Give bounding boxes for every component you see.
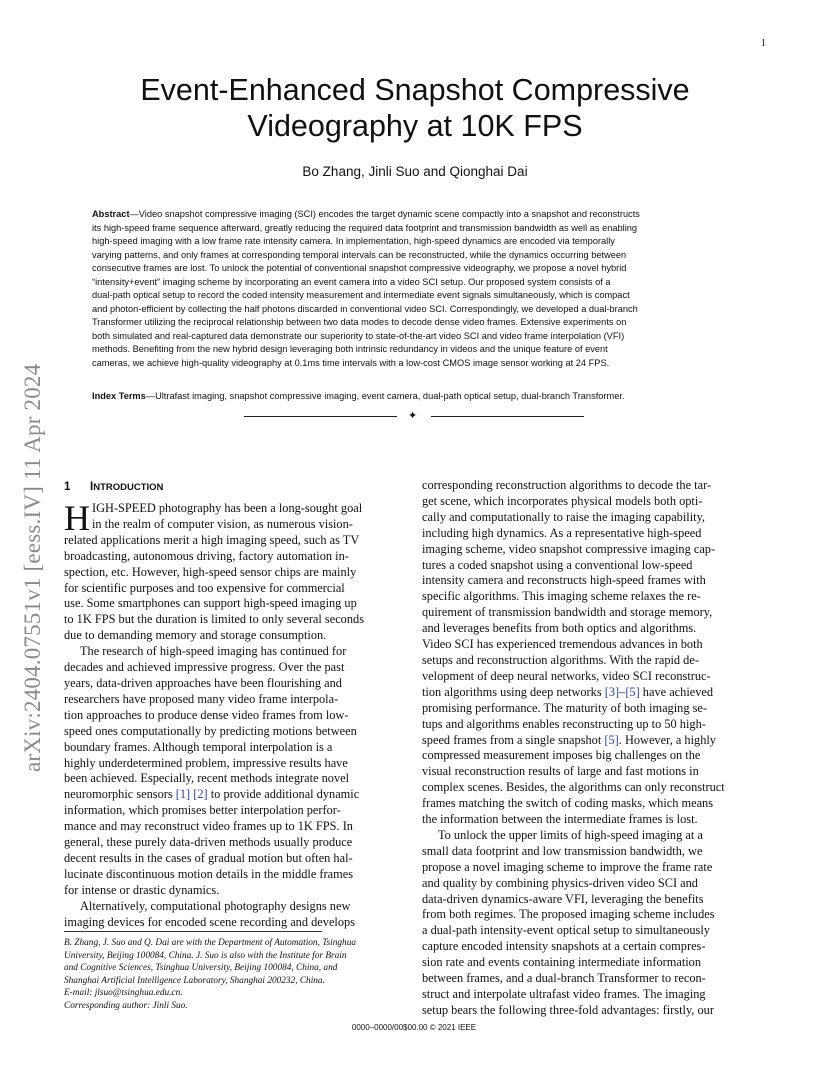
text-line: for intense or drastic dynamics. (64, 882, 220, 897)
citation-link-1[interactable]: [1] (175, 787, 191, 802)
text-line: IGH-SPEED photography has been a long-sought goal (92, 501, 363, 515)
abstract-label: Abstract (92, 209, 130, 219)
text-line: sion rate and events containing intermediate information (422, 955, 702, 970)
author-affiliation-footnote (64, 937, 406, 1012)
text-line: spection, etc. However, high-speed sensor chips are mainly (64, 564, 357, 579)
abstract-line: cameras, we achieve high-quality videography at 0.1ms time intervals with a low-cost CMOS image sensor working at 24 FPS. (92, 358, 610, 369)
title-line-1: Event-Enhanced Snapshot Compressive (140, 73, 690, 107)
separator-rule-left (244, 416, 397, 417)
title-line-2: Videography at 10K FPS (247, 109, 583, 143)
text-line: speed frames from a single snapshot [5]. However, a highly (422, 732, 716, 747)
text-line: The research of high-speed imaging has continued for (80, 644, 347, 659)
text-line: related applications merit a high imaging speed, such as TV (64, 532, 360, 547)
text-line: to 1K FPS but the duration is limited to only several seconds (64, 612, 364, 627)
text-line: corresponding reconstruction algorithms to decode the tar- (422, 478, 712, 492)
text-line: in the realm of computer vision, as numerous vision- (92, 516, 353, 531)
text-line: use. Some smartphones can support high-speed imaging up (64, 596, 357, 611)
abstract-line: its high-speed frame sequence afterward, greatly reducing the required data footprint and transmission bandwidth as well as enabling (92, 222, 638, 233)
text-line: small data footprint and low transmission bandwidth, we (422, 843, 703, 858)
abstract-line: dual-path optical setup to record the coded intensity measurement and intermediate event signals simultaneously, which is compact (92, 290, 630, 301)
arxiv-identifier-stamp: arXiv:2404.07551v1 [eess.IV] 11 Apr 2024 (20, 363, 45, 772)
text-line: speed ones computationally by predicting motions between (64, 723, 357, 738)
text-line: boundary frames. Although temporal interpolation is a (64, 739, 333, 754)
abstract-line: Transformer utilizing the reciprocal relationship between two data modes to decode dense video frames. Extensive experiments on (92, 317, 627, 328)
index-terms-label: Index Terms (92, 391, 146, 401)
text-line: visual reconstruction results of large and fast motions in (422, 764, 699, 779)
text-line: cally and computationally to raise the imaging capability, (422, 509, 706, 524)
text-line: quirement of transmission bandwidth and storage memory, (422, 605, 713, 620)
abstract-line: both simulated and real-captured data demonstrate our superiority to state-of-the-art video SCI and video frame interpolation (VFI) (92, 330, 625, 341)
index-terms-text: —Ultrafast imaging, snapshot compressive imaging, event camera, dual-path optical setup, dual-branch Transformer. (145, 391, 625, 401)
intro-paragraph-3 (64, 899, 406, 931)
text-line: and quality by combining physics-driven video SCI and (422, 875, 698, 890)
text-line: information, which promises better interpolation perfor- (64, 803, 341, 818)
text-line: setup bears the following three-fold advantages: firstly, our (422, 1002, 714, 1017)
text-line: decades and achieved impressive progress. Over the past (64, 660, 345, 675)
abstract-line: high-speed imaging with a low frame rate intensity camera. In implementation, high-speed dynamics are encoded via temporally (92, 236, 615, 247)
intro-paragraph-2 (64, 644, 406, 899)
text-line: complex scenes. Besides, the algorithms can only reconstruct (422, 780, 725, 795)
intro-paragraph-4 (422, 828, 764, 1019)
text-line: promising performance. The maturity of both imaging se- (422, 700, 707, 715)
text-line: general, these purely data-driven methods usually produce (64, 835, 353, 850)
text-line: decent results in the cases of gradual motion but often hal- (64, 850, 353, 865)
text-line: the information between the intermediate frames is lost. (422, 812, 698, 827)
text-line: years, data-driven approaches have been flourishing and (64, 675, 342, 690)
intro-paragraph-3-continued (422, 478, 764, 828)
text-line: compressed measurement imposes big challenges on the (422, 748, 701, 763)
text-line: for scientific purposes and too expensive for commercial (64, 580, 345, 595)
text-line: neuromorphic sensors [1] [2] to provide additional dynamic (64, 787, 360, 802)
text-line: Alternatively, computational photography designs new (80, 898, 351, 913)
text-line: get scene, which incorporates physical models both opti- (422, 493, 703, 508)
footnote-line: Shanghai Artificial Intelligence Laboratory, Shanghai 200232, China. (64, 975, 325, 986)
abstract-line: Abstract—Video snapshot compressive imaging (SCI) encodes the target dynamic scene compactly into a snapshot and reconstructs (92, 209, 640, 219)
section-title: INTRODUCTION (90, 481, 164, 493)
text-line: broadcasting, autonomous driving, factory automation in- (64, 548, 349, 563)
footnote-rule (64, 931, 322, 932)
paper-title (90, 72, 740, 144)
text-line: tures a coded snapshot using a conventional low-speed (422, 557, 693, 572)
text-line: struct and interpolate ultrafast video frames. The imaging (422, 987, 706, 1001)
text-line: a dual-path intensity-event optical setup to simultaneously (422, 923, 710, 938)
drop-cap: H (64, 498, 90, 538)
separator-rule-right (431, 416, 584, 417)
section-separator (244, 409, 584, 423)
abstract-line: consecutive frames are lost. To unlock the potential of conventional snapshot compressive videography, we propose a novel hybrid (92, 263, 627, 274)
text-line: Video SCI has experienced tremendous advances in both (422, 637, 703, 652)
text-line: tion algorithms using deep networks [3]–[5] have achieved (422, 684, 714, 699)
section-heading-introduction (64, 478, 406, 497)
text-line: been achieved. Especially, recent methods integrate novel (64, 771, 350, 786)
author-list: Bo Zhang, Jinli Suo and Qionghai Dai (302, 164, 528, 179)
text-line: tion approaches to produce dense video frames from low- (64, 707, 349, 722)
section-number: 1 (64, 481, 71, 493)
text-line: imaging devices for encoded scene recording and develops (64, 914, 355, 929)
index-terms (92, 390, 736, 403)
text-line: setups and reconstruction algorithms. With the rapid de- (422, 652, 699, 667)
text-line: and leverages benefits from both optics and algorithms. (422, 621, 697, 636)
abstract (92, 208, 736, 371)
text-line: from both regimes. The proposed imaging scheme includes (422, 907, 715, 922)
text-line: tups and algorithms enables reconstructing up to 50 high- (422, 716, 706, 731)
citation-link-5[interactable]: [5] (625, 684, 640, 699)
left-column (64, 478, 406, 930)
text-line: highly underdetermined problem, impressive results have (64, 755, 348, 770)
intro-paragraph-1 (64, 498, 406, 644)
text-line: data-driven dynamics-aware VFI, leveraging the benefits (422, 891, 704, 906)
right-column (422, 478, 764, 1019)
page-number: 1 (761, 38, 766, 49)
text-line: propose a novel imaging scheme to improve the frame rate (422, 859, 713, 874)
text-line: due to demanding memory and storage consumption. (64, 628, 327, 643)
text-line: capture encoded intensity snapshots at a certain compres- (422, 939, 706, 954)
text-line: lucinate discontinuous motion details in the middle frames (64, 866, 353, 881)
abstract-line: and photon-efficient by collecting the half photons discarded in conventional video SCI. Correspondingly, we developed a dual-branch (92, 303, 638, 314)
text-line: intensity camera and reconstructs high-speed frames with (422, 573, 706, 588)
footnote-line: and Cognitive Sciences, Tsinghua University, Beijing 100084, China, and (64, 963, 338, 973)
text-line: To unlock the upper limits of high-speed imaging at a (438, 827, 703, 842)
citation-link-5b[interactable]: [5] (604, 732, 619, 747)
footnote-line: University, Beijing 100084, China. J. Suo is also with the Institute for Brain (64, 950, 347, 961)
text-line: researchers have proposed many video frame interpola- (64, 691, 339, 706)
abstract-line: varying patterns, and only frames at corresponding temporal intervals can be reconstructed, while the dynamics occurring between (92, 249, 627, 260)
text-line: between frames, and a dual-branch Transformer to recon- (422, 971, 706, 986)
citation-link-2[interactable]: [2] (193, 787, 208, 802)
footnote-corresponding-author: Corresponding author: Jinli Suo. (64, 1000, 188, 1011)
abstract-line: “intensity+event” imaging scheme by incorporating an event camera into a video SCI setup. Our proposed system consists of a (92, 276, 611, 287)
text-line: mance and may reconstruct video frames up to 1K FPS. In (64, 819, 353, 834)
footnote-line: B. Zhang, J. Suo and Q. Dai are with the Department of Automation, Tsinghua (64, 938, 356, 948)
abstract-line: methods. Benefiting from the new hybrid design leveraging both intrinsic redundancy in videos and the unique feature of event (92, 344, 608, 355)
text-line: specific algorithms. This imaging scheme relaxes the re- (422, 589, 701, 604)
footnote-email: E-mail: jlsuo@tsinghua.edu.cn. (64, 988, 183, 998)
text-line: imaging scheme, video snapshot compressive imaging cap- (422, 541, 716, 556)
citation-link-3[interactable]: [3] (604, 684, 620, 699)
diamond-icon: ✦ (408, 410, 418, 422)
text-line: frames matching the switch of coding masks, which means (422, 796, 714, 811)
text-line: velopment of deep neural networks, video SCI reconstruc- (422, 668, 711, 683)
text-line: including high dynamics. As a representative high-speed (422, 525, 702, 540)
copyright-footer: 0000–0000/00$00.00 © 2021 IEEE (351, 1023, 477, 1032)
